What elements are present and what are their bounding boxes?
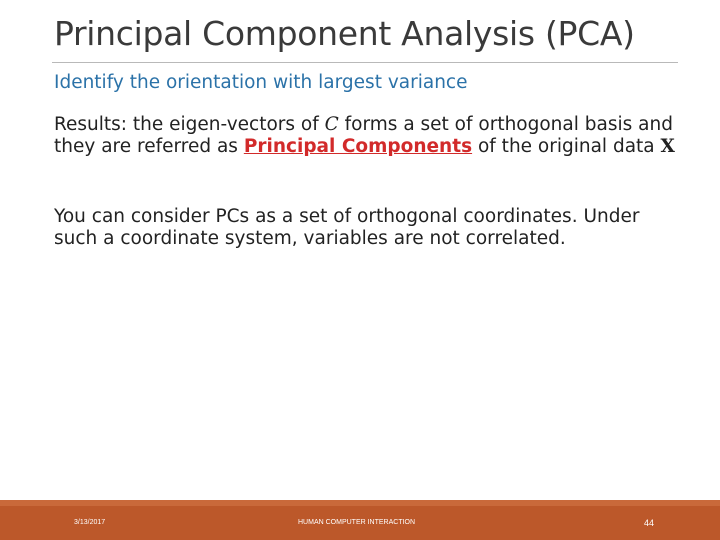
math-symbol-c: C [324,114,339,135]
slide-title: Principal Component Analysis (PCA) [54,14,635,53]
principal-components-emphasis: Principal Components [243,136,473,157]
slide-subtitle: Identify the orientation with largest variance [54,72,468,93]
footer-page-number: 44 [644,518,655,528]
results-text-3: of the original data [472,136,661,157]
pcs-paragraph: You can consider PCs as a set of orthogonal coordinates. Under such a coordinate system, variables are not correlated. [54,206,640,249]
footer-course: HUMAN COMPUTER INTERACTION [298,519,416,526]
footer-date: 3/13/2017 [74,519,106,526]
results-text-1: Results: the eigen-vectors of [54,114,325,135]
results-text-2: forms a set of orthogonal basis and they are referred as [54,114,673,157]
results-paragraph [54,114,682,158]
footer-band [0,500,720,506]
title-divider [52,62,678,63]
math-symbol-x: X [660,136,675,157]
